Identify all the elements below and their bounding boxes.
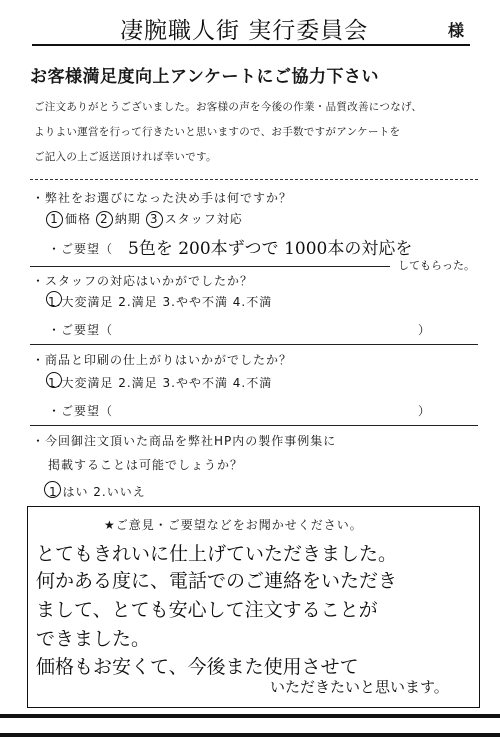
comment-line-4: できました。: [36, 628, 151, 650]
q1-option-2-label: 納期: [114, 212, 141, 226]
q2-request-close: ）: [418, 323, 432, 337]
intro-line-1: ご注文ありがとうございました。お客様の声を今後の作業・品質改善につなげ、: [34, 101, 423, 113]
q3-question: ・商品と印刷の仕上がりはいかがでしたか？: [32, 353, 293, 367]
q4-options[interactable]: 1 はい 2.いいえ: [49, 485, 146, 499]
q1-answer-line-1: 5色を 200本ずつで 1000本の対応を: [128, 239, 413, 259]
q2-options[interactable]: 1.大変満足 2.満足 3.やや不満 4.不満: [48, 295, 273, 309]
intro-line-3: ご記入の上ご返送頂ければ幸いです。: [34, 151, 217, 163]
bottom-edge-line: [0, 714, 500, 718]
q1-question: ・弊社をお選びになった決め手は何ですか？: [32, 191, 293, 205]
q1-option-1-number[interactable]: 1: [46, 211, 63, 228]
comment-line-3: まして、とても安心して注文することが: [36, 599, 378, 621]
comment-line-1: とてもきれいに仕上げていただきました。: [36, 543, 398, 565]
comment-line-2: 何かある度に、電話でのご連絡をいただき: [36, 570, 398, 592]
q1-options: [46, 210, 243, 228]
divider: [30, 266, 390, 267]
q4-question-line-1: ・今回御注文頂いた商品を弊社HP内の製作事例集に: [32, 434, 337, 448]
divider: [30, 344, 478, 345]
honorific: 様: [448, 21, 465, 40]
comment-line-6: いただきたいと思います。: [270, 678, 449, 696]
intro-line-2: よりよい運営を行って行きたいと思いますので、お手数ですがアンケートを: [34, 126, 401, 138]
q1-answer-line-2: してもらった。: [398, 259, 475, 272]
q1-option-3-label: スタッフ対応: [164, 212, 243, 226]
q1-option-3-number[interactable]: 3: [146, 211, 163, 228]
q4-question-line-2: 掲載することは可能でしょうか？: [48, 458, 244, 472]
q3-options[interactable]: 1.大変満足 2.満足 3.やや不満 4.不満: [48, 376, 273, 390]
q1-option-2-number[interactable]: 2: [96, 211, 113, 228]
q1-request-label: ・ご要望（: [48, 242, 114, 256]
comment-line-5: 価格もお安くて、今後また使用させて: [36, 656, 359, 678]
q3-request-close: ）: [418, 404, 432, 418]
divider: [30, 425, 478, 426]
q2-request-label: ・ご要望（: [48, 323, 114, 337]
recipient-name: 凄腕職人街 実行委員会: [120, 18, 369, 44]
q2-question: ・スタッフの対応はいかがでしたか？: [32, 274, 254, 288]
divider: [30, 179, 478, 180]
page-title: お客様満足度向上アンケートにご協力下さい: [30, 67, 379, 87]
comments-heading: ★ご意見・ご要望などをお聞かせください。: [104, 518, 363, 532]
recipient-underline: [32, 44, 470, 46]
q1-option-1-label: 価格: [65, 212, 92, 226]
q3-request-label: ・ご要望（: [48, 404, 114, 418]
bottom-edge-line: [0, 733, 500, 737]
